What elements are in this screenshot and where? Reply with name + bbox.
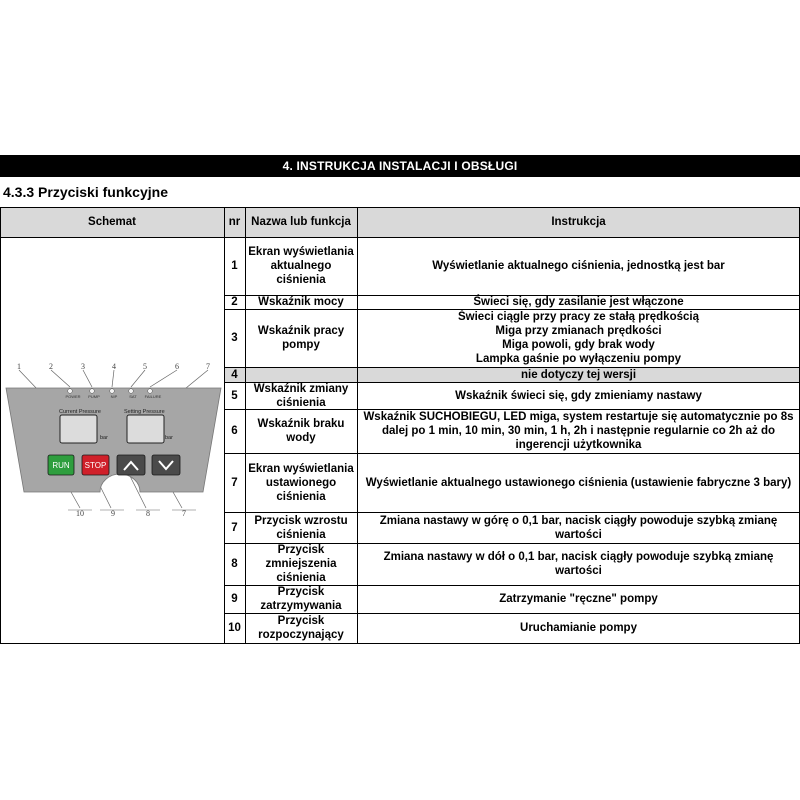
row-divider xyxy=(224,309,800,310)
column-divider xyxy=(224,207,225,644)
row-number: 4 xyxy=(231,368,238,381)
row-number: 3 xyxy=(231,332,238,344)
row-name: Ekran wyświetlania ustawionego ciśnienia xyxy=(248,462,354,503)
column-divider xyxy=(245,207,246,644)
down-button[interactable] xyxy=(152,455,180,475)
led-label-failure: FAILURE xyxy=(144,394,162,399)
callout-8: 8 xyxy=(146,509,150,518)
row-divider xyxy=(224,409,800,410)
row-name: Wskaźnik zmiany ciśnienia xyxy=(253,382,349,409)
row-instruction: Uruchamianie pompy xyxy=(520,622,637,634)
row-number: 7 xyxy=(231,521,238,534)
callout-3: 3 xyxy=(81,362,85,371)
row-name: Wskaźnik braku wody xyxy=(257,418,345,444)
current-pressure-label: Current Pressure xyxy=(59,409,101,415)
row-instruction: Świeci ciągle przy pracy ze stałą prędkością Miga przy zmianach prędkości Miga powoli, gdy brak wody Lampka gaśnie po wyłączeniu pompy xyxy=(458,311,699,365)
row-number: 5 xyxy=(231,389,238,402)
callout-4: 4 xyxy=(112,362,116,371)
callout-6: 6 xyxy=(175,362,179,371)
callout-5: 5 xyxy=(143,362,147,371)
row-divider xyxy=(224,613,800,614)
current-pressure-display xyxy=(60,415,97,443)
header-nazwa: Nazwa lub funkcja xyxy=(251,216,351,228)
row-number: 10 xyxy=(228,622,241,634)
setting-pressure-display xyxy=(127,415,164,443)
led-label-pump: PUMP xyxy=(88,394,100,399)
row-name: Wskaźnik pracy pompy xyxy=(257,325,345,351)
row-name: Przycisk zmniejszenia ciśnienia xyxy=(265,544,337,584)
pump-led-icon xyxy=(90,389,95,394)
header-instrukcja: Instrukcja xyxy=(551,216,606,228)
row-divider xyxy=(224,543,800,544)
row-name: Przycisk zatrzymywania xyxy=(260,586,342,612)
row-number: 8 xyxy=(231,558,238,570)
table-border-bottom xyxy=(0,643,800,644)
row-divider xyxy=(224,295,800,296)
section-title: 4.3.3 Przyciski funkcyjne xyxy=(3,184,168,200)
control-panel-diagram xyxy=(0,237,224,643)
row-number: 2 xyxy=(231,296,238,308)
row-instruction: Wyświetlanie aktualnego ciśnienia, jednostką jest bar xyxy=(432,260,725,272)
failure-led-icon xyxy=(148,389,153,394)
setting-pressure-label: Setting Pressure xyxy=(124,409,165,415)
row-number: 9 xyxy=(231,593,238,605)
panel-body xyxy=(6,388,221,492)
row-instruction: Zmiana nastawy w dół o 0,1 bar, nacisk ciągły powoduje szybką zmianę wartości xyxy=(383,551,774,577)
row-name: Ekran wyświetlania aktualnego ciśnienia xyxy=(248,246,354,286)
callout-10: 10 xyxy=(76,509,84,518)
header-schemat: Schemat xyxy=(88,216,136,228)
row-instruction: nie dotyczy tej wersji xyxy=(520,368,637,381)
up-button[interactable] xyxy=(117,455,145,475)
row-instruction: Zatrzymanie "ręczne" pompy xyxy=(499,593,658,605)
sat-led-icon xyxy=(129,389,134,394)
row-name: Wskaźnik mocy xyxy=(258,296,344,308)
power-led-icon xyxy=(68,389,73,394)
row-divider xyxy=(224,585,800,586)
row-name: Przycisk rozpoczynający xyxy=(258,615,344,641)
unit-label-left: bar xyxy=(100,435,108,441)
header-nr: nr xyxy=(228,216,241,228)
row-instruction: Wyświetlanie aktualnego ustawionego ciśnienia (ustawienie fabryczne 3 bary) xyxy=(365,476,792,489)
led-label-nip: NIP xyxy=(110,394,118,399)
row-instruction: Wskaźnik świeci się, gdy zmieniamy nastawy xyxy=(455,389,702,402)
row-number: 1 xyxy=(231,260,238,272)
row-divider xyxy=(224,367,800,368)
led-label-sat: SAT xyxy=(129,394,137,399)
row-divider xyxy=(224,453,800,454)
callout-2: 2 xyxy=(49,362,53,371)
row-number: 7 xyxy=(231,476,238,489)
callout-9: 9 xyxy=(111,509,115,518)
row-instruction: Świeci się, gdy zasilanie jest włączone xyxy=(473,296,684,308)
row-number: 6 xyxy=(231,425,238,437)
row-divider xyxy=(224,512,800,513)
row-instruction: Zmiana nastawy w górę o 0,1 bar, nacisk ciągły powoduje szybką zmianę wartości xyxy=(379,514,778,541)
callout-7-bottom: 7 xyxy=(182,509,186,518)
chapter-banner: 4. INSTRUKCJA INSTALACJI I OBSŁUGI xyxy=(0,155,800,177)
row-name xyxy=(245,367,357,382)
unit-label-right: bar xyxy=(165,435,173,441)
callout-7-top: 7 xyxy=(206,362,210,371)
row-instruction: Wskaźnik SUCHOBIEGU, LED miga, system restartuje się automatycznie po 8s dalej po 1 min, 10 min, 30 min, 1 h, 2h i następnie regularnie co 2h aż do ingerencji użytkownika xyxy=(363,411,794,451)
run-button-label: RUN xyxy=(52,461,70,470)
callout-1: 1 xyxy=(17,362,21,371)
column-divider xyxy=(357,207,358,644)
nip-led-icon xyxy=(110,389,115,394)
table-border-top xyxy=(0,207,800,208)
stop-button-label: STOP xyxy=(84,461,107,470)
row-divider xyxy=(224,382,800,383)
row-name: Przycisk wzrostu ciśnienia xyxy=(254,514,348,541)
led-label-power: POWER xyxy=(65,394,81,399)
